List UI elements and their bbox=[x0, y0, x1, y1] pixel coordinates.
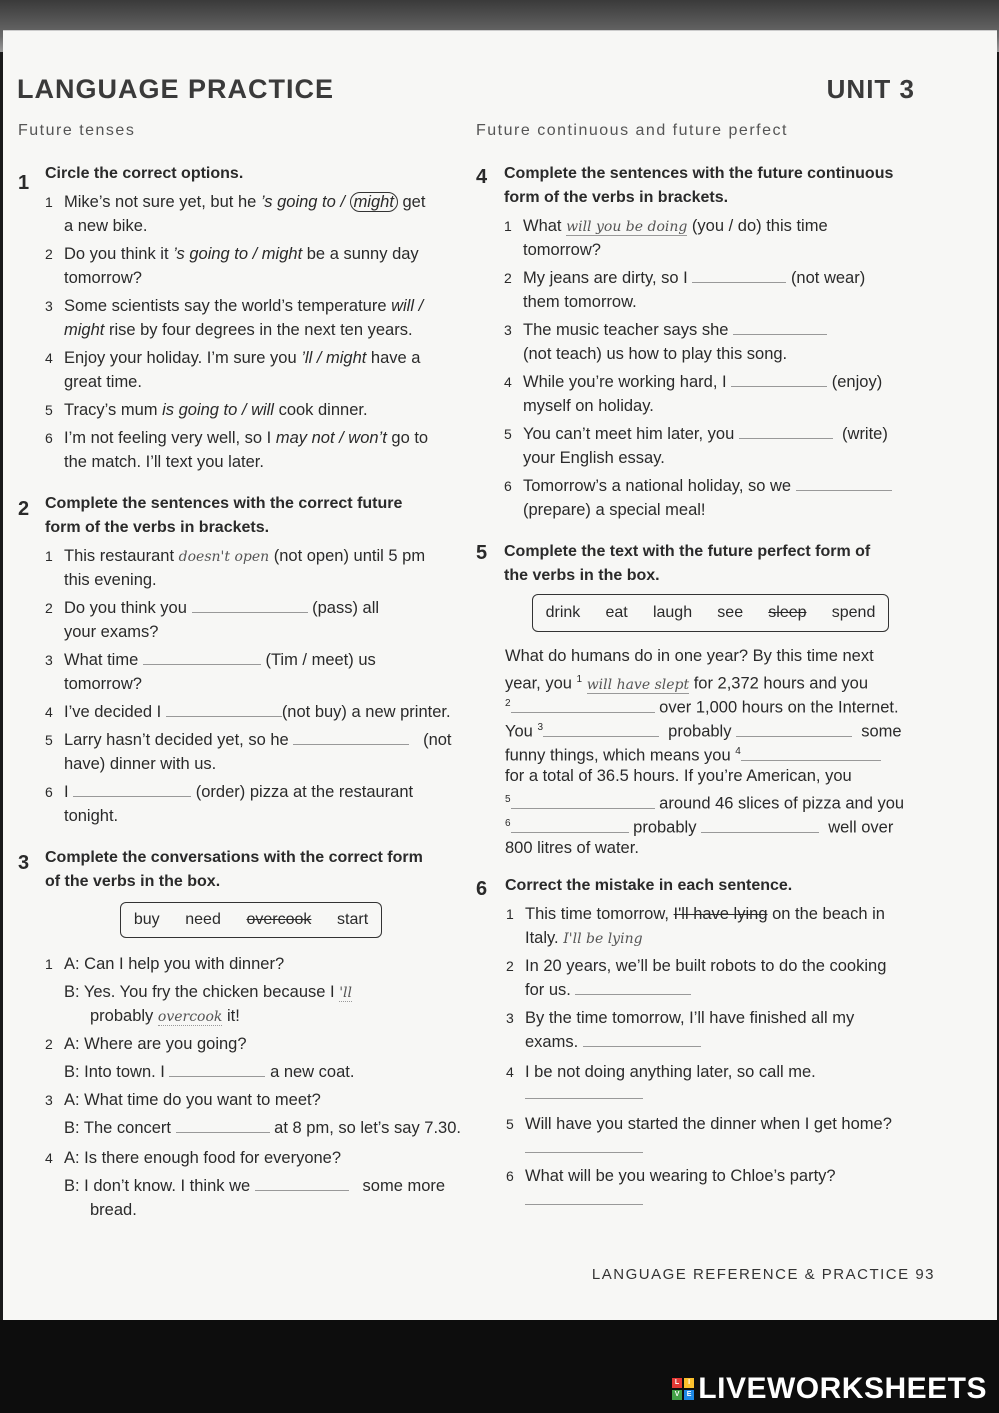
page-title: LANGUAGE PRACTICE bbox=[17, 74, 335, 104]
text-line: $^5$ around 46 slices of pizza and you bbox=[505, 794, 905, 813]
dialogue-line: 4 A: Is there enough food for everyone? bbox=[45, 1149, 342, 1167]
dialogue-line: 3 A: What time do you want to meet? bbox=[45, 1091, 321, 1109]
exercise-item-cont: (prepare) a special meal! bbox=[523, 501, 706, 519]
answer-example: will you be doing bbox=[566, 219, 688, 235]
exercise-item-cont: great time. bbox=[64, 373, 142, 391]
word-box-item-used: overcook bbox=[246, 911, 312, 928]
answer-blank[interactable] bbox=[143, 650, 261, 665]
exercise-item: 1 Mike’s not sure yet, but he ’s going to / might get bbox=[45, 193, 426, 211]
exercise-instruction: Complete the sentences with the correct future bbox=[45, 495, 403, 512]
exercise-instruction-cont: of the verbs in the box. bbox=[45, 873, 221, 890]
word-box-item: drink bbox=[545, 604, 581, 621]
answer-blank[interactable] bbox=[176, 1118, 270, 1133]
exercise-item: 5 You can’t meet him later, you (write) bbox=[504, 425, 888, 443]
exercise-item: 2 My jeans are dirty, so I (not wear) bbox=[504, 269, 866, 287]
exercise-instruction-cont: form of the verbs in brackets. bbox=[45, 519, 270, 536]
section-subtitle: Future continuous and future perfect bbox=[476, 122, 788, 139]
circled-answer[interactable]: might bbox=[350, 192, 398, 212]
exercise-item: 1 What will you be doing (you / do) this time bbox=[504, 217, 828, 235]
logo-cube-icon: L I V E bbox=[672, 1378, 694, 1400]
exercise-instruction: Circle the correct options. bbox=[45, 165, 244, 182]
exercise-instruction: Complete the text with the future perfect form of bbox=[504, 543, 871, 560]
exercise-item-cont: the match. I’ll text you later. bbox=[64, 453, 264, 471]
word-box bbox=[532, 594, 889, 632]
answer-blank[interactable] bbox=[511, 794, 655, 809]
answer-example: doesn't open bbox=[178, 549, 270, 565]
exercise-item: 1 This restaurant doesn't open (not open) until 5 pm bbox=[45, 547, 426, 565]
exercise-item: 5 Larry hasn’t decided yet, so he (not bbox=[45, 731, 452, 749]
exercise-item: 2 In 20 years, we’ll be built robots to do the cooking bbox=[506, 957, 887, 975]
answer-blank[interactable] bbox=[739, 424, 833, 439]
dialogue-line: B: The concert at 8 pm, so let’s say 7.30. bbox=[64, 1119, 461, 1137]
dialogue-line-cont: bread. bbox=[90, 1201, 137, 1219]
exercise-item-cont: might rise by four degrees in the next ten years. bbox=[64, 321, 413, 339]
answer-blank[interactable] bbox=[166, 702, 282, 717]
answer-blank[interactable] bbox=[733, 320, 827, 335]
exercise-item-cont: tomorrow? bbox=[523, 241, 601, 259]
exercise-item: 2 Do you think you (pass) all bbox=[45, 599, 380, 617]
text-line: 800 litres of water. bbox=[505, 839, 639, 857]
exercise-item: 6 Tomorrow’s a national holiday, so we bbox=[504, 474, 892, 498]
exercise-item-cont: tomorrow? bbox=[64, 675, 142, 693]
answer-example: overcook bbox=[157, 1009, 223, 1025]
text-line: year, you $^1$ will have slept for 2,372 hours and you bbox=[505, 674, 868, 693]
answer-blank[interactable] bbox=[583, 1032, 701, 1047]
exercise-item-cont: this evening. bbox=[64, 571, 157, 589]
word-box-item: buy bbox=[133, 911, 160, 928]
answer-blank[interactable] bbox=[543, 722, 659, 737]
word-box-item: spend bbox=[831, 604, 876, 621]
exercise-item-cont: for us. bbox=[525, 978, 691, 1002]
answer-blank[interactable] bbox=[525, 1152, 643, 1153]
text-line: You $^3$ probably some bbox=[505, 722, 902, 741]
answer-blank[interactable] bbox=[293, 730, 409, 745]
answer-blank[interactable] bbox=[692, 268, 786, 283]
exercise-instruction-cont: the verbs in the box. bbox=[504, 567, 660, 584]
page-number: 93 bbox=[915, 1266, 935, 1283]
answer-blank[interactable] bbox=[511, 698, 655, 713]
exercise-number: 2 bbox=[18, 498, 30, 520]
answer-blank[interactable] bbox=[736, 722, 852, 737]
dialogue-line: B: Into town. I a new coat. bbox=[64, 1063, 355, 1081]
exercise-item: 1 This time tomorrow, I'll have lying on the beach in bbox=[506, 905, 885, 923]
exercise-item: 5 Will have you started the dinner when I get home? bbox=[506, 1115, 892, 1133]
answer-example: I'll be lying bbox=[563, 931, 643, 947]
word-box bbox=[120, 902, 382, 938]
exercise-item: 3 What time (Tim / meet) us bbox=[45, 651, 376, 669]
answer-blank[interactable] bbox=[525, 1098, 643, 1099]
exercise-number: 6 bbox=[476, 878, 488, 900]
word-box-item-used: sleep bbox=[768, 604, 807, 621]
word-box-item: laugh bbox=[652, 604, 693, 621]
exercise-number: 1 bbox=[18, 172, 30, 194]
answer-blank[interactable] bbox=[192, 598, 308, 613]
crossed-mistake: I'll have lying bbox=[673, 905, 768, 923]
exercise-instruction-cont: form of the verbs in brackets. bbox=[504, 189, 729, 206]
word-box-item: eat bbox=[605, 604, 628, 621]
section-subtitle: Future tenses bbox=[18, 122, 136, 139]
exercise-item-cont: exams. bbox=[525, 1030, 701, 1054]
text-line: What do humans do in one year? By this time next bbox=[505, 647, 874, 665]
exercise-item: 6 I’m not feeling very well, so I may not / won’t go to bbox=[45, 429, 429, 447]
exercise-item: 4 I’ve decided I (not buy) a new printer. bbox=[45, 703, 451, 721]
exercise-number: 4 bbox=[476, 166, 488, 188]
exercise-instruction: Correct the mistake in each sentence. bbox=[505, 877, 793, 894]
text-line: funny things, which means you $^4$ bbox=[505, 740, 881, 768]
word-box-item: start bbox=[337, 911, 369, 928]
liveworksheets-logo: L I V E LIVEWORKSHEETS bbox=[672, 1372, 987, 1406]
exercise-item-cont: myself on holiday. bbox=[523, 397, 654, 415]
exercise-item: 4 Enjoy your holiday. I’m sure you ’ll / might have a bbox=[45, 349, 421, 367]
exercise-item: 3 The music teacher says she bbox=[504, 318, 827, 342]
answer-blank[interactable] bbox=[525, 1204, 643, 1205]
text-line: $^6$ probably well over bbox=[505, 818, 894, 837]
dialogue-line: 2 A: Where are you going? bbox=[45, 1035, 247, 1053]
text-line: $^2$ over 1,000 hours on the Internet. bbox=[505, 698, 899, 717]
word-box-item: see bbox=[717, 604, 744, 621]
answer-blank[interactable] bbox=[511, 818, 629, 833]
dialogue-line-cont: probably overcook it! bbox=[90, 1007, 240, 1025]
word-box-item: need bbox=[185, 911, 221, 928]
exercise-item-cont: your English essay. bbox=[523, 449, 665, 467]
exercise-item-cont: your exams? bbox=[64, 623, 159, 641]
exercise-number: 3 bbox=[18, 852, 30, 874]
answer-blank[interactable] bbox=[796, 476, 892, 491]
dialogue-line: 1 A: Can I help you with dinner? bbox=[45, 955, 285, 973]
exercise-item: 4 I be not doing anything later, so call me. bbox=[506, 1063, 816, 1081]
exercise-item: 3 By the time tomorrow, I’ll have finished all my bbox=[506, 1009, 855, 1027]
answer-example: will have slept bbox=[586, 676, 690, 693]
page-footer: LANGUAGE REFERENCE & PRACTICE 93 bbox=[591, 1266, 935, 1283]
answer-blank[interactable] bbox=[741, 746, 881, 761]
exercise-item: 6 I (order) pizza at the restaurant bbox=[45, 783, 414, 801]
exercise-item: 6 What will be you wearing to Chloe’s party? bbox=[506, 1167, 836, 1185]
answer-blank[interactable] bbox=[575, 980, 691, 995]
text-line: for a total of 36.5 hours. If you’re American, you bbox=[505, 767, 852, 785]
answer-blank[interactable] bbox=[731, 372, 827, 387]
exercise-item-cont: tomorrow? bbox=[64, 269, 142, 287]
exercise-item-cont: have) dinner with us. bbox=[64, 755, 217, 773]
exercise-number: 5 bbox=[476, 542, 488, 564]
exercise-instruction: Complete the sentences with the future continuous bbox=[504, 165, 894, 182]
answer-blank[interactable] bbox=[169, 1062, 265, 1077]
exercise-instruction: Complete the conversations with the correct form bbox=[45, 849, 423, 866]
exercise-item-cont: tonight. bbox=[64, 807, 119, 825]
exercise-item-cont: a new bike. bbox=[64, 217, 148, 235]
answer-blank[interactable] bbox=[255, 1176, 349, 1191]
answer-example: 'll bbox=[339, 985, 353, 1001]
answer-blank[interactable] bbox=[701, 818, 819, 833]
exercise-item: 5 Tracy’s mum is going to / will cook dinner. bbox=[45, 401, 368, 419]
exercise-item-cont: them tomorrow. bbox=[523, 293, 637, 311]
exercise-item-cont: Italy. I'll be lying bbox=[525, 929, 643, 947]
exercise-item: 2 Do you think it ’s going to / might be a sunny day bbox=[45, 245, 419, 263]
unit-label: UNIT 3 bbox=[826, 74, 915, 104]
dialogue-line: B: Yes. You fry the chicken because I 'll bbox=[64, 983, 353, 1001]
dialogue-line: B: I don’t know. I think we some more bbox=[64, 1177, 446, 1195]
exercise-item: 4 While you’re working hard, I (enjoy) bbox=[504, 373, 883, 391]
answer-blank[interactable] bbox=[73, 782, 191, 797]
exercise-item-cont: (not teach) us how to play this song. bbox=[523, 345, 788, 363]
exercise-item: 3 Some scientists say the world’s temperature will / bbox=[45, 297, 424, 315]
